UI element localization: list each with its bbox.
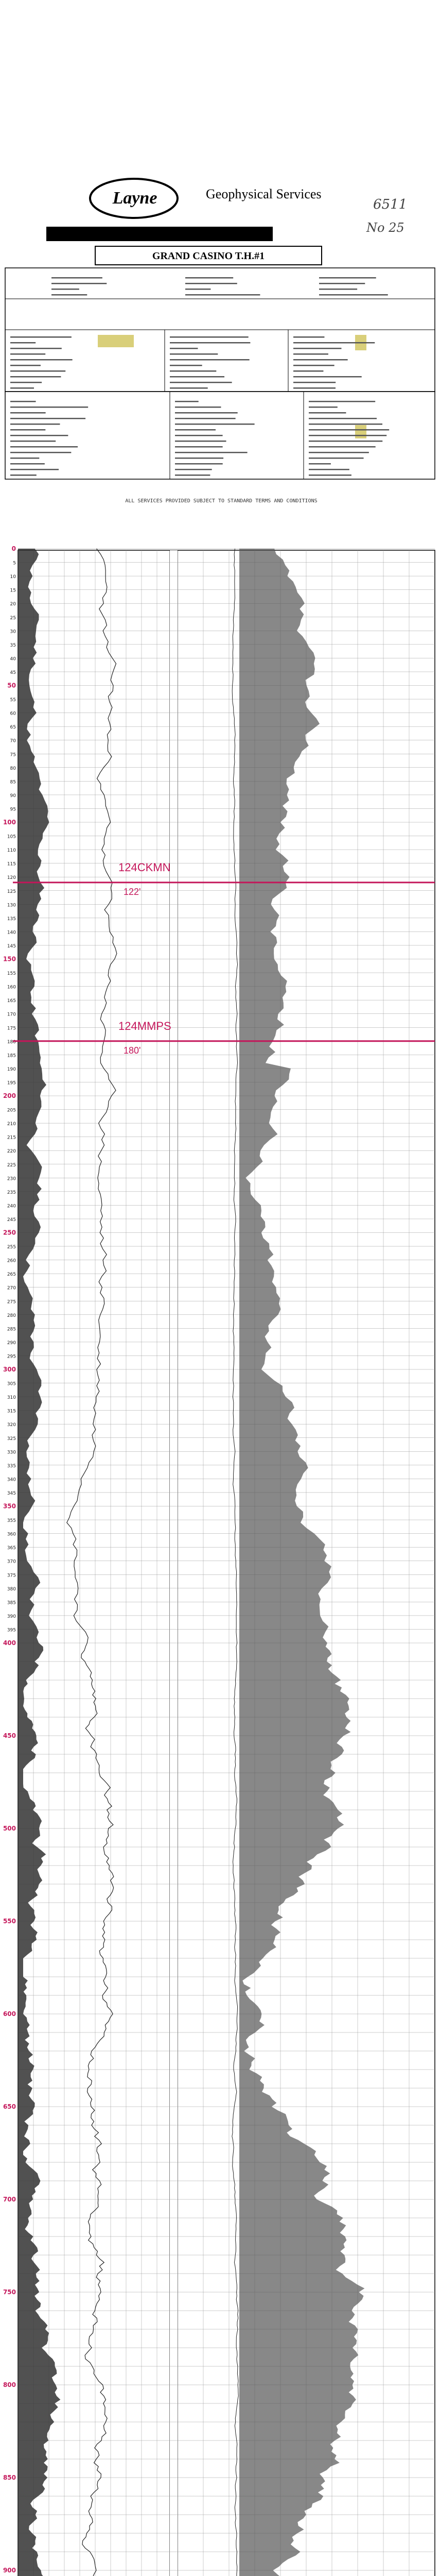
depth-tick-label: 60: [10, 711, 16, 717]
depth-tick-label: 115: [7, 861, 16, 867]
depth-tick-label: 75: [10, 752, 16, 758]
depth-tick-label: 100: [3, 819, 16, 826]
depth-tick-label: 340: [7, 1477, 16, 1483]
depth-tick-label: 135: [7, 916, 16, 922]
depth-tick-label: 800: [3, 2381, 16, 2388]
depth-tick-label: 185: [7, 1053, 16, 1059]
depth-tick-label: 15: [10, 588, 16, 594]
depth-tick-label: 10: [10, 574, 16, 580]
depth-tick-label: 240: [7, 1204, 16, 1209]
depth-tick-label: 900: [3, 2567, 16, 2574]
depth-tick-label: 355: [7, 1518, 16, 1524]
redaction-bar: [46, 227, 273, 241]
depth-tick-label: 210: [7, 1122, 16, 1127]
depth-tick-label: 370: [7, 1559, 16, 1565]
depth-tick-label: 65: [10, 725, 16, 731]
depth-tick-label: 35: [10, 642, 16, 648]
depth-tick-label: 295: [7, 1354, 16, 1360]
depth-tick-label: 125: [7, 889, 16, 894]
depth-tick-label: 385: [7, 1600, 16, 1606]
disclaimer: ALL SERVICES PROVIDED SUBJECT TO STANDARD TERMS AND CONDITIONS: [125, 498, 318, 504]
depth-tick-label: 120: [7, 875, 16, 881]
depth-tick-label: 0: [11, 545, 16, 552]
depth-tick-label: 105: [7, 834, 16, 840]
depth-tick-label: 140: [7, 930, 16, 936]
short-normal-curve: [232, 549, 239, 2576]
depth-tick-label: 450: [3, 1732, 16, 1739]
depth-tick-label: 30: [10, 629, 16, 635]
depth-tick-label: 325: [7, 1436, 16, 1442]
depth-tick-label: 150: [3, 955, 16, 963]
depth-tick-label: 500: [3, 1825, 16, 1832]
depth-tick-label: 300: [3, 1366, 16, 1373]
depth-tick-label: 205: [7, 1108, 16, 1113]
depth-tick-label: 290: [7, 1340, 16, 1346]
depth-tick-label: 130: [7, 903, 16, 908]
depth-tick-label: 650: [3, 2103, 16, 2110]
well-log-chart: [0, 541, 440, 2576]
depth-tick-label: 255: [7, 1245, 16, 1250]
gamma-curve: [18, 549, 60, 2576]
depth-tick-label: 155: [7, 971, 16, 977]
depth-tick-label: 225: [7, 1162, 16, 1168]
depth-tick-label: 380: [7, 1586, 16, 1592]
depth-tick-label: 310: [7, 1395, 16, 1401]
depth-tick-label: 50: [7, 682, 16, 689]
depth-tick-label: 80: [10, 766, 16, 771]
depth-tick-label: 110: [7, 848, 16, 854]
depth-tick-label: 345: [7, 1490, 16, 1496]
unit-depth: 122': [124, 886, 141, 897]
company-name: Geophysical Services: [206, 187, 322, 201]
depth-tick-label: 190: [7, 1066, 16, 1072]
depth-tick-label: 20: [10, 602, 16, 607]
company-logo-text: Layne: [112, 189, 157, 208]
depth-tick-label: 45: [10, 670, 16, 675]
depth-tick-label: 235: [7, 1190, 16, 1195]
handwritten-note-2: No 25: [366, 221, 404, 235]
unit-depth: 180': [124, 1045, 141, 1056]
depth-tick-label: 180: [7, 1039, 16, 1045]
well-name: GRAND CASINO T.H.#1: [152, 250, 265, 262]
depth-tick-label: 400: [3, 1639, 16, 1647]
depth-tick-label: 85: [10, 779, 16, 785]
depth-tick-label: 260: [7, 1258, 16, 1264]
depth-tick-label: 375: [7, 1573, 16, 1579]
depth-tick-label: 365: [7, 1546, 16, 1551]
depth-tick-label: 750: [3, 2289, 16, 2296]
depth-tick-label: 175: [7, 1026, 16, 1031]
depth-tick-label: 160: [7, 985, 16, 990]
depth-tick-label: 55: [10, 698, 16, 703]
depth-tick-label: 5: [13, 561, 16, 566]
depth-tick-label: 90: [10, 793, 16, 799]
depth-tick-label: 70: [10, 738, 16, 744]
depth-tick-label: 850: [3, 2474, 16, 2481]
handwritten-note-1: 6511: [373, 197, 408, 212]
depth-tick-label: 220: [7, 1149, 16, 1155]
depth-tick-label: 95: [10, 807, 16, 812]
depth-tick-label: 275: [7, 1299, 16, 1305]
depth-tick-label: 215: [7, 1135, 16, 1141]
depth-tick-label: 200: [3, 1092, 16, 1099]
depth-tick-label: 270: [7, 1285, 16, 1291]
depth-tick-label: 305: [7, 1381, 16, 1387]
depth-tick-label: 40: [10, 656, 16, 662]
log-header: [0, 0, 440, 541]
depth-tick-label: 700: [3, 2196, 16, 2203]
depth-tick-label: 250: [3, 1229, 16, 1236]
unit-label: 124CKMN: [118, 860, 171, 874]
depth-tick-label: 280: [7, 1313, 16, 1318]
depth-tick-label: 195: [7, 1080, 16, 1086]
depth-tick-label: 145: [7, 943, 16, 949]
depth-tick-label: 600: [3, 2010, 16, 2018]
depth-tick-label: 335: [7, 1463, 16, 1469]
depth-tick-label: 315: [7, 1409, 16, 1414]
depth-tick-label: 25: [10, 615, 16, 621]
depth-tick-label: 245: [7, 1217, 16, 1223]
depth-tick-label: 170: [7, 1012, 16, 1018]
depth-tick-label: 360: [7, 1532, 16, 1537]
depth-tick-label: 395: [7, 1628, 16, 1633]
depth-tick-label: 350: [3, 1502, 16, 1510]
depth-tick-label: 550: [3, 1918, 16, 1925]
depth-tick-label: 165: [7, 998, 16, 1004]
depth-tick-label: 320: [7, 1422, 16, 1428]
sp-curve: [67, 549, 119, 2576]
depth-tick-label: 390: [7, 1614, 16, 1619]
depth-tick-label: 330: [7, 1450, 16, 1455]
depth-tick-label: 265: [7, 1272, 16, 1278]
unit-label: 124MMPS: [118, 1019, 171, 1032]
resistivity-curve: [239, 549, 365, 2576]
depth-tick-label: 285: [7, 1327, 16, 1332]
depth-tick-label: 230: [7, 1176, 16, 1182]
